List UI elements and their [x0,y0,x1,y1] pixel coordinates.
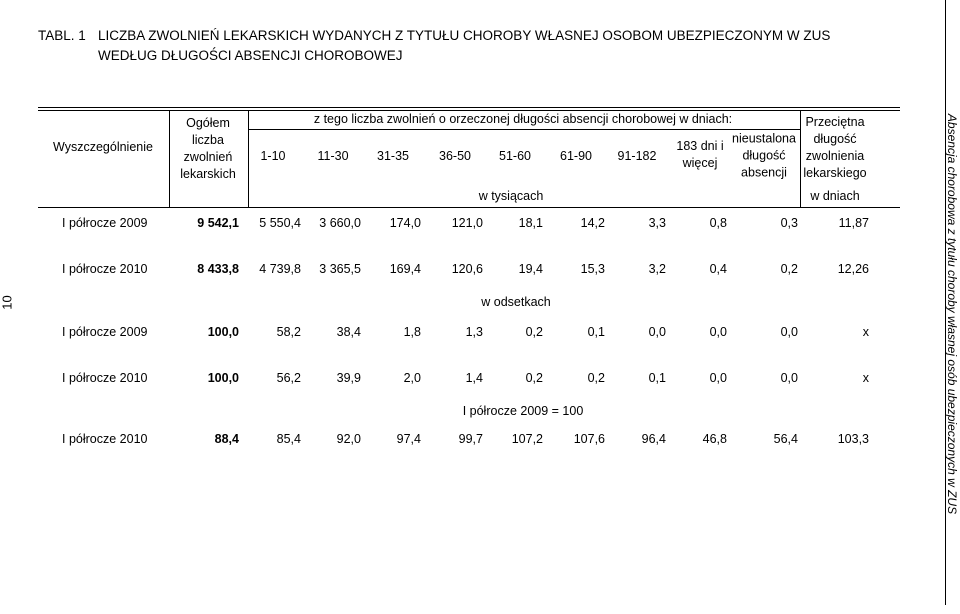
cell-total: 100,0 [207,325,239,339]
cell-total: 100,0 [207,371,239,385]
header-total-line: lekarskich [180,167,236,181]
header-col-average-line: lekarskiego [803,166,867,180]
table-top-rule-1 [38,107,900,108]
cell-value: 19,4 [518,262,543,276]
page-number: 10 [0,295,15,310]
side-running-title: Absencja chorobowa z tytułu choroby własnej osób ubezpieczonych w ZUS [945,113,959,515]
cell-value: 0,0 [709,325,727,339]
row-label: I półrocze 2009 [62,216,148,230]
cell-value: 1,8 [403,325,421,339]
cell-value: 0,8 [709,216,727,230]
row-label: I półrocze 2010 [62,371,148,385]
cell-value: 3,2 [648,262,666,276]
cell-value: 0,0 [709,371,727,385]
cell-value: 5 550,4 [259,216,301,230]
cell-value: 56,4 [773,432,798,446]
cell-value: 4 739,8 [259,262,301,276]
cell-value: 85,4 [276,432,301,446]
header-col-183-line: 183 dni i [676,139,724,153]
header-col-1-10: 1-10 [260,149,286,163]
cell-value: 0,1 [587,325,605,339]
cell-average: x [862,371,869,385]
cell-value: 0,0 [648,325,666,339]
title-line-1: LICZBA ZWOLNIEŃ LEKARSKICH WYDANYCH Z TYTUŁU CHOROBY WŁASNEJ OSOBOM UBEZPIECZONYM W ZUS [98,28,831,43]
col-divider-2 [248,110,249,208]
cell-average: x [862,325,869,339]
cell-value: 18,1 [518,216,543,230]
cell-value: 3 365,5 [319,262,361,276]
title-line-2: WEDŁUG DŁUGOŚCI ABSENCJI CHOROBOWEJ [98,48,403,63]
header-col-unknown-line: nieustalona [732,131,796,146]
cell-value: 107,2 [511,432,543,446]
cell-average: 11,87 [838,216,869,230]
cell-value: 38,4 [336,325,361,339]
cell-value: 99,7 [458,432,483,446]
table-top-rule-2 [38,110,900,111]
cell-value: 121,0 [451,216,483,230]
header-group: z tego liczba zwolnień o orzeczonej długości absencji chorobowej w dniach: [313,112,733,126]
header-col-unknown-line: długość [742,148,786,163]
header-col-183-line: więcej [682,156,718,170]
cell-value: 0,0 [780,371,798,385]
header-col-183 [676,138,723,172]
cell-value: 3,3 [648,216,666,230]
cell-value: 14,2 [580,216,605,230]
cell-total: 9 542,1 [197,216,239,230]
cell-total: 88,4 [214,432,239,446]
cell-average: 12,26 [837,262,869,276]
cell-value: 0,2 [780,262,798,276]
header-col-31-35: 31-35 [377,149,409,163]
cell-value: 15,3 [580,262,605,276]
cell-value: 58,2 [276,325,301,339]
header-col-91-182: 91-182 [617,149,657,163]
unit-thousands: w tysiącach [478,189,544,203]
header-col-61-90: 61-90 [560,149,592,163]
section-percent: w odsetkach [481,295,551,309]
cell-value: 0,3 [780,216,798,230]
cell-value: 0,2 [525,371,543,385]
cell-value: 92,0 [336,432,361,446]
header-col-36-50: 36-50 [439,149,471,163]
col-divider-3 [800,110,801,208]
header-col-average [803,114,866,182]
header-col-11-30: 11-30 [317,149,349,163]
header-col-average-line: długość [813,132,857,146]
cell-total: 8 433,8 [197,262,239,276]
cell-value: 97,4 [396,432,421,446]
unit-days: w dniach [810,189,860,203]
section-index: I półrocze 2009 = 100 [462,404,584,418]
group-header-rule [248,129,800,130]
cell-value: 1,3 [465,325,483,339]
cell-value: 0,2 [525,325,543,339]
header-col-average-line: zwolnienia [805,149,865,163]
cell-value: 107,6 [573,432,605,446]
table-title [38,26,830,66]
cell-value: 0,2 [587,371,605,385]
table-number: TABL. 1 [38,28,86,43]
header-total-line: Ogółem [186,116,230,130]
cell-value: 0,0 [780,325,798,339]
header-total-line: zwolnień [183,150,233,164]
header-total [180,115,236,183]
header-col-unknown-line: absencji [741,165,787,180]
cell-value: 1,4 [465,371,483,385]
cell-value: 174,0 [389,216,421,230]
cell-value: 169,4 [389,262,421,276]
header-bottom-rule [38,207,900,208]
header-row-label: Wyszczególnienie [53,140,153,154]
row-label: I półrocze 2009 [62,325,148,339]
cell-value: 46,8 [702,432,727,446]
cell-value: 120,6 [451,262,483,276]
cell-value: 96,4 [641,432,666,446]
cell-value: 3 660,0 [319,216,361,230]
row-label: I półrocze 2010 [62,432,148,446]
header-col-average-line: Przeciętna [805,115,865,129]
header-total-line: liczba [192,133,224,147]
cell-value: 0,4 [709,262,727,276]
cell-value: 39,9 [336,371,361,385]
cell-value: 0,1 [648,371,666,385]
col-divider-1 [169,110,170,208]
cell-average: 103,3 [837,432,869,446]
cell-value: 56,2 [276,371,301,385]
header-col-51-60: 51-60 [499,149,531,163]
row-label: I półrocze 2010 [62,262,148,276]
cell-value: 2,0 [403,371,421,385]
header-col-unknown [732,131,796,182]
